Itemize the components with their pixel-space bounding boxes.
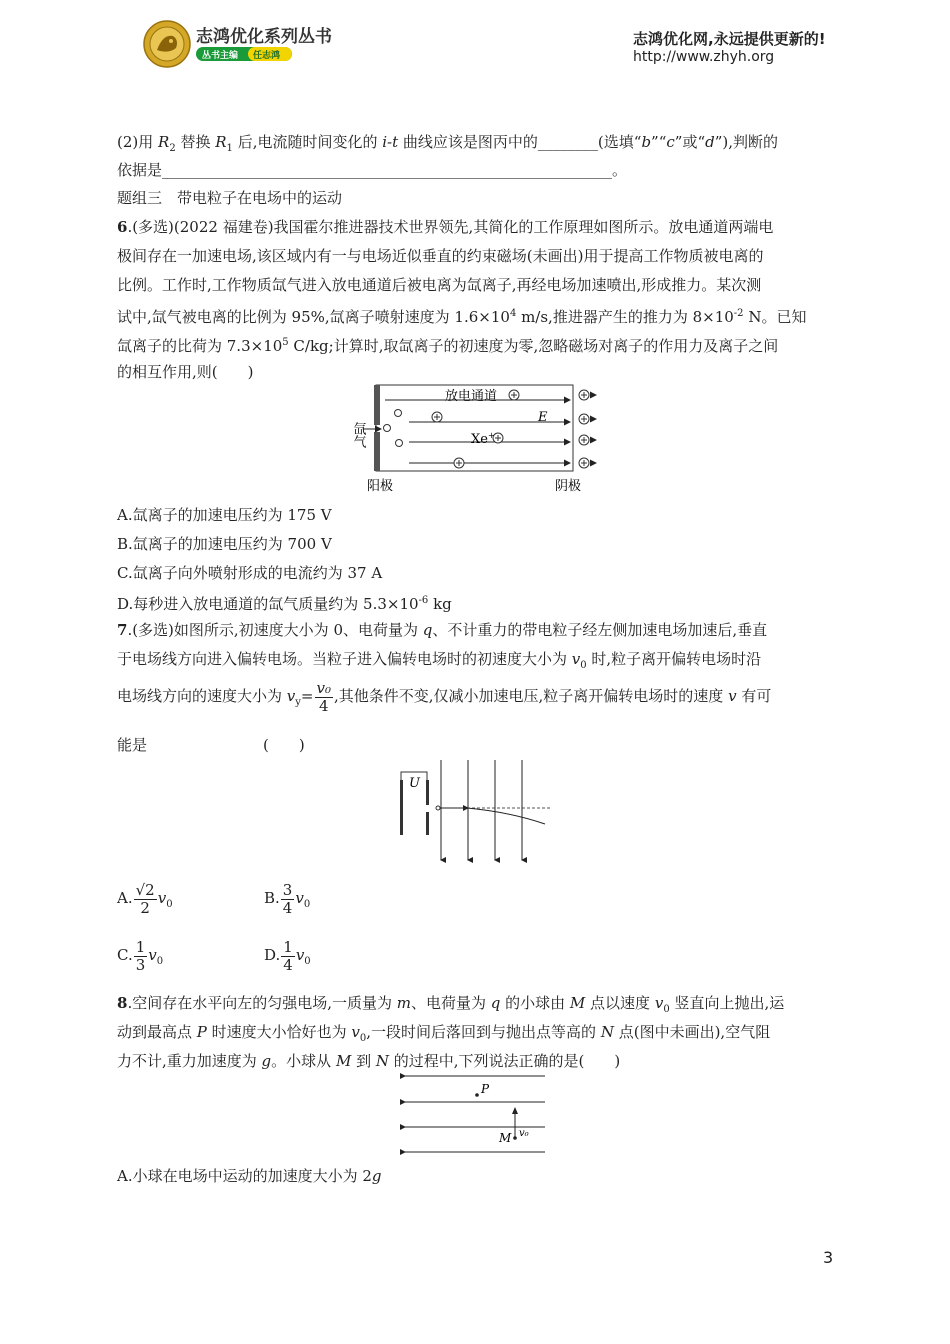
q6-option-b: B.氙离子的加速电压约为 700 V [117, 535, 332, 553]
q7-line-4-label: 能是 [117, 736, 148, 754]
series-title: 志鸿优化系列丛书 [196, 27, 332, 47]
q7-option-d: D. $\frac{1}{4}$ $v_0$ [264, 937, 311, 974]
q7-figure-deflection [395, 760, 555, 866]
q6-line-5: 氙离子的比荷为 $7.3\times 10^5$ C/kg;计算时,取氙离子的初速度为零,忽略磁场对离子的作用力及离子之间 [117, 337, 779, 355]
q8-line-2: 动到最高点 P 时速度大小恰好也为 $v_0$,一段时间后落回到与抛出点等高的 N 点(图中未画出),空气阻 [117, 1023, 771, 1044]
q7-number: 7 [117, 621, 128, 639]
q6-ion-icon [432, 412, 442, 422]
q8-fig-v0-label: v₀ [519, 1128, 529, 1139]
q6-figure-hall-thruster [345, 380, 605, 496]
q6-ion-icon [579, 435, 596, 445]
header-slogan: 志鸿优化网,永远提供更新的! [633, 30, 826, 48]
q8-line-3: 力不计,重力加速度为 g。小球从 M 到 N 的过程中,下列说法正确的是( ) [117, 1052, 621, 1070]
q7-line-4-paren: ( ) [263, 736, 305, 754]
q6-line-3: 比例。工作时,工作物质氙气进入放电通道后被电离为氙离子,再经电场加速喷出,形成推力。某次测 [117, 276, 762, 294]
q6-fig-xe-label: Xe+ [471, 431, 495, 447]
editor-name: 任志鸿 [253, 51, 281, 61]
q6-line-1: 6.(多选)(2022 福建卷)我国霍尔推进器技术世界领先,其简化的工作原理如图所示。放电通道两端电 [117, 218, 774, 236]
q6-fig-gas-label: 氙气 [350, 422, 366, 448]
q6-option-c: C.氙离子向外喷射形成的电流约为 37 A [117, 564, 383, 582]
q7-line-2: 于电场线方向进入偏转电场。当粒子进入偏转电场时的初速度大小为 $v_0$ 时,粒子离开偏转电场时沿 [117, 650, 762, 671]
q8-figure-field [400, 1070, 550, 1156]
q6-gas-atom [384, 425, 391, 432]
q6-ion-icon [509, 390, 519, 400]
q6-ion-icon [454, 458, 464, 468]
q6-gas-atom [395, 410, 402, 417]
q6-fig-channel-label: 放电通道 [445, 389, 498, 404]
q7-line-1: 7.(多选)如图所示,初速度大小为 0、电荷量为 q、不计重力的带电粒子经左侧加速电场加速后,垂直 [117, 621, 768, 639]
q8-fig-m-label: M [499, 1131, 512, 1145]
q6-ion-icon [579, 458, 596, 468]
q6-ion-icon [579, 414, 596, 424]
section-title: 题组三 带电粒子在电场中的运动 [117, 189, 343, 207]
q6-line-2: 极间存在一加速电场,该区域内有一与电场近似垂直的约束磁场(未画出)用于提高工作物质被电离的 [117, 247, 764, 265]
header [0, 0, 950, 80]
q6-fig-cathode-label: 阴极 [555, 479, 582, 494]
q8-line-1: 8.空间存在水平向左的匀强电场,一质量为 m、电荷量为 q 的小球由 M 点以速度 $v_0$ 竖直向上抛出,运 [117, 994, 785, 1015]
q8-fig-p-label: P [481, 1082, 490, 1096]
q7-option-b: B. $\frac{3}{4}$ $v_0$ [264, 880, 311, 917]
q7-fraction: $\frac{\text{v₀}}{4}$ [316, 678, 331, 715]
q8-point-p [475, 1093, 479, 1097]
q7-line-3: 电场线方向的速度大小为 $v_y=$ $\frac{\text{v₀}}{4}$ ,其他条件不变,仅减小加速电压,粒子离开偏转电场时的速度 v 有可 [117, 678, 772, 715]
editor-label: 丛书主编 [202, 51, 239, 61]
q6-gas-atom [396, 440, 403, 447]
q6-ion-icon [579, 390, 596, 400]
q8-option-a: A.小球在电场中运动的加速度大小为 2g [117, 1167, 382, 1185]
q6-fig-anode-label: 阳极 [367, 479, 394, 494]
header-url: http://www.zhyh.org [633, 49, 775, 65]
series-logo [143, 20, 191, 68]
q5-line-2: 依据是____________________________________________________________。 [117, 161, 628, 179]
q6-number: 6 [117, 218, 128, 236]
q6-fig-e-label: E [538, 410, 548, 425]
q8-number: 8 [117, 994, 128, 1012]
q6-option-d: D.每秒进入放电通道的氙气质量约为 $5.3\times 10^{-6}$ kg [117, 595, 452, 613]
q7-fig-u-label: U [409, 776, 420, 791]
q6-option-a: A.氙离子的加速电压约为 175 V [117, 506, 332, 524]
q6-line-6: 的相互作用,则( ) [117, 363, 254, 381]
q6-line-4: 试中,氙气被电离的比例为 95%,氙离子喷射速度为 $1.6\times 10^4$ m/s,推进器产生的推力为 $8\times 10^{-2}$ N。已知 [117, 308, 807, 326]
q7-option-a: A. $\frac{√2}{2}$ $v_0$ [117, 880, 173, 917]
page-number: 3 [823, 1248, 834, 1267]
q5-line-1: (2)用 $R_2$ 替换 $R_1$ 后,电流随时间变化的 i-t 曲线应该是图丙中的________(选填“b”“c”或“d”),判断的 [117, 133, 779, 154]
q7-option-c: C. $\frac{1}{3}$ $v_0$ [117, 937, 164, 974]
